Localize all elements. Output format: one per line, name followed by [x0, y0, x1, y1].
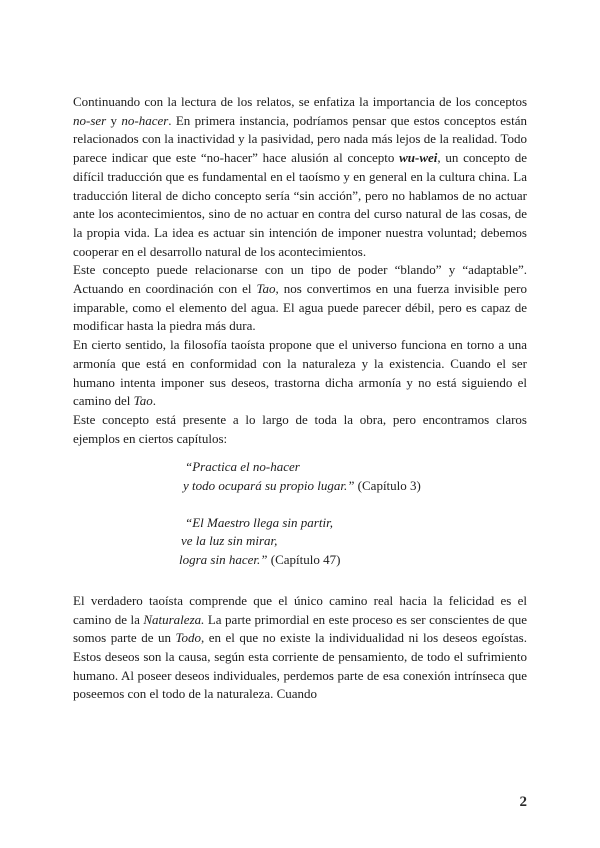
italic-term-tao: Tao,: [256, 281, 279, 297]
paragraph-1: [73, 93, 527, 261]
text-run: y: [106, 112, 122, 128]
quote-line: [73, 477, 527, 496]
italic-term-tao: Tao: [133, 393, 153, 409]
text-run: En cierto sentido, la filosofía taoísta propone que el universo funciona en torno a una armonía que está en conformidad con la naturaleza y la existencia. Cuando el ser humano intenta imponer sus deseos, trastorna dicha armonía y no está siguiendo el camino del: [73, 337, 527, 409]
text-run: El verdadero taoísta comprende que el único camino real hacia la felicidad es el camino de la: [73, 592, 527, 627]
paragraph-3: [73, 336, 527, 411]
quote-source: (Capítulo 47): [267, 552, 341, 568]
text-run: nos convertimos en una fuerza invisible pero imparable, como el elemento del agua. El agua puede parecer débil, pero es capaz de modificar hasta la piedra más dura.: [73, 281, 527, 334]
quote-line: [73, 514, 527, 533]
quote-text: y todo ocupará su propio lugar.”: [183, 478, 355, 494]
text-run: Este concepto puede relacionarse con un tipo de poder “blando” y “adaptable”. Actuando en coordinación con el: [73, 262, 527, 297]
quote-chapter-47: [73, 514, 527, 570]
text-run: , un concepto de difícil traducción que es fundamental en el taoísmo y en general en la cultura china. La traducción literal de dicho concepto sería “sin acción”, pero no hablamos de no actuar ante los acontecimientos, sino de no actuar en contra del curso natural de las cosas, de la propia vida. La idea es actuar sin intención de imponer nuestra voluntad; debemos cooperar en el desarrollo natural de los acontecimientos.: [73, 150, 527, 259]
italic-term-todo: Todo: [175, 630, 202, 646]
quote-text: ve la luz sin mirar,: [181, 533, 278, 549]
quote-chapter-3: [73, 458, 527, 495]
paragraph-4: [73, 411, 527, 448]
italic-term-no-ser: no-ser: [73, 112, 107, 128]
bold-term-wu-wei: wu-wei: [399, 150, 438, 166]
quote-text: “El Maestro llega sin partir,: [185, 514, 333, 530]
quote-line: [73, 551, 527, 570]
text-run: . En primera instancia, podríamos pensar que estos conceptos están relacionados con la inactividad y la pasividad, pero nada más lejos de la realidad. Todo parece indicar que este “no-hacer” hace alusión al concepto: [73, 112, 527, 166]
paragraph-2: [73, 261, 527, 336]
text-run: .: [152, 393, 156, 409]
quote-line: [73, 532, 527, 551]
page-number: 2: [519, 794, 527, 810]
body-text: [73, 93, 527, 704]
quote-text: logra sin hacer.”: [179, 552, 268, 568]
italic-term-no-hacer: no-hacer: [121, 112, 169, 128]
italic-term-naturaleza: Naturaleza.: [143, 611, 205, 627]
text-run: Este concepto está presente a lo largo de toda la obra, pero encontramos claros ejemplos en ciertos capítulos:: [73, 411, 527, 446]
quote-line: [73, 458, 527, 477]
quote-source: (Capítulo 3): [354, 478, 421, 494]
text-run: , en el que no existe la individualidad ni los deseos egoístas. Estos deseos son la causa, según esta corriente de pensamiento, de todo el sufrimiento humano. Al poseer deseos individuales, perdemos parte de esa conexión intrínseca que poseemos con el todo de la naturaleza. Cuando: [73, 630, 527, 702]
text-run: La parte primordial en este proceso es ser conscientes de que somos parte de un: [73, 611, 527, 646]
paragraph-5: [73, 592, 527, 704]
text-run: Continuando con la lectura de los relatos, se enfatiza la importancia de los conceptos: [73, 94, 527, 109]
quote-text: “Practica el no-hacer: [185, 459, 300, 475]
